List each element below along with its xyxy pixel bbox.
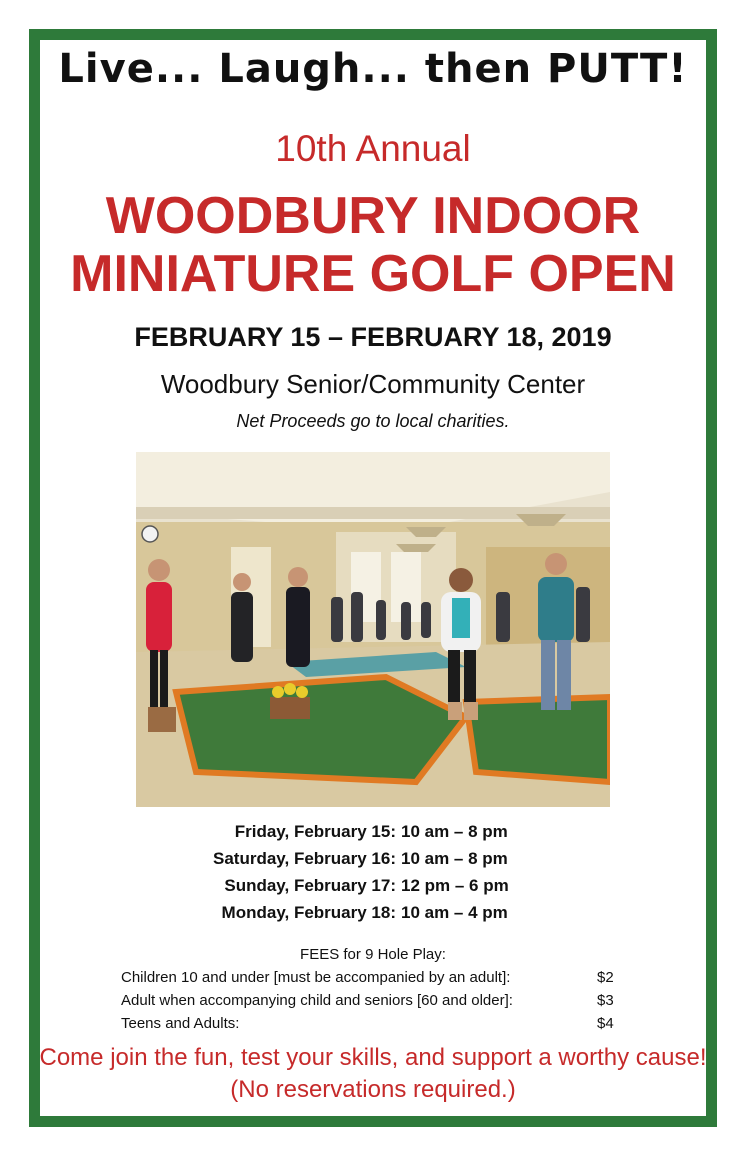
event-photo	[136, 452, 610, 807]
schedule-day: Monday, February 18:	[221, 903, 396, 922]
event-title-line2: MINIATURE GOLF OPEN	[70, 245, 676, 303]
schedule-time: 10 am – 4 pm	[401, 903, 508, 922]
schedule-day: Sunday, February 17:	[224, 876, 396, 895]
event-venue: Woodbury Senior/Community Center	[160, 369, 586, 399]
schedule-time: 12 pm – 6 pm	[401, 876, 509, 895]
schedule-time: 10 am – 8 pm	[401, 822, 508, 841]
closing-message: Come join the fun, test your skills, and support a worthy cause!	[39, 1044, 707, 1071]
fee-description: Teens and Adults:	[121, 1015, 240, 1032]
schedule-day: Saturday, February 16:	[213, 849, 396, 868]
proceeds-note: Net Proceeds go to local charities.	[236, 411, 510, 431]
tagline: Live... Laugh... then PUTT!	[58, 46, 688, 92]
annual-label: 10th Annual	[275, 128, 471, 169]
fee-price: $2	[597, 969, 614, 986]
fee-price: $4	[597, 1015, 614, 1032]
fees-header: FEES for 9 Hole Play:	[300, 946, 446, 963]
schedule-time: 10 am – 8 pm	[401, 849, 508, 868]
schedule-row	[0, 822, 746, 846]
schedule-day: Friday, February 15:	[234, 822, 396, 841]
schedule-row	[0, 876, 746, 900]
fee-description: Adult when accompanying child and seniors [60 and older]:	[121, 992, 513, 1009]
fee-row	[0, 1015, 746, 1037]
fee-row	[0, 969, 746, 991]
fee-row	[0, 992, 746, 1014]
fee-description: Children 10 and under [must be accompanied by an adult]:	[121, 969, 511, 986]
event-title-line1: WOODBURY INDOOR	[105, 187, 641, 245]
reservation-note: (No reservations required.)	[230, 1076, 516, 1103]
event-dates: FEBRUARY 15 – FEBRUARY 18, 2019	[134, 322, 612, 352]
schedule-row	[0, 849, 746, 873]
fee-price: $3	[597, 992, 614, 1009]
schedule-row	[0, 903, 746, 927]
